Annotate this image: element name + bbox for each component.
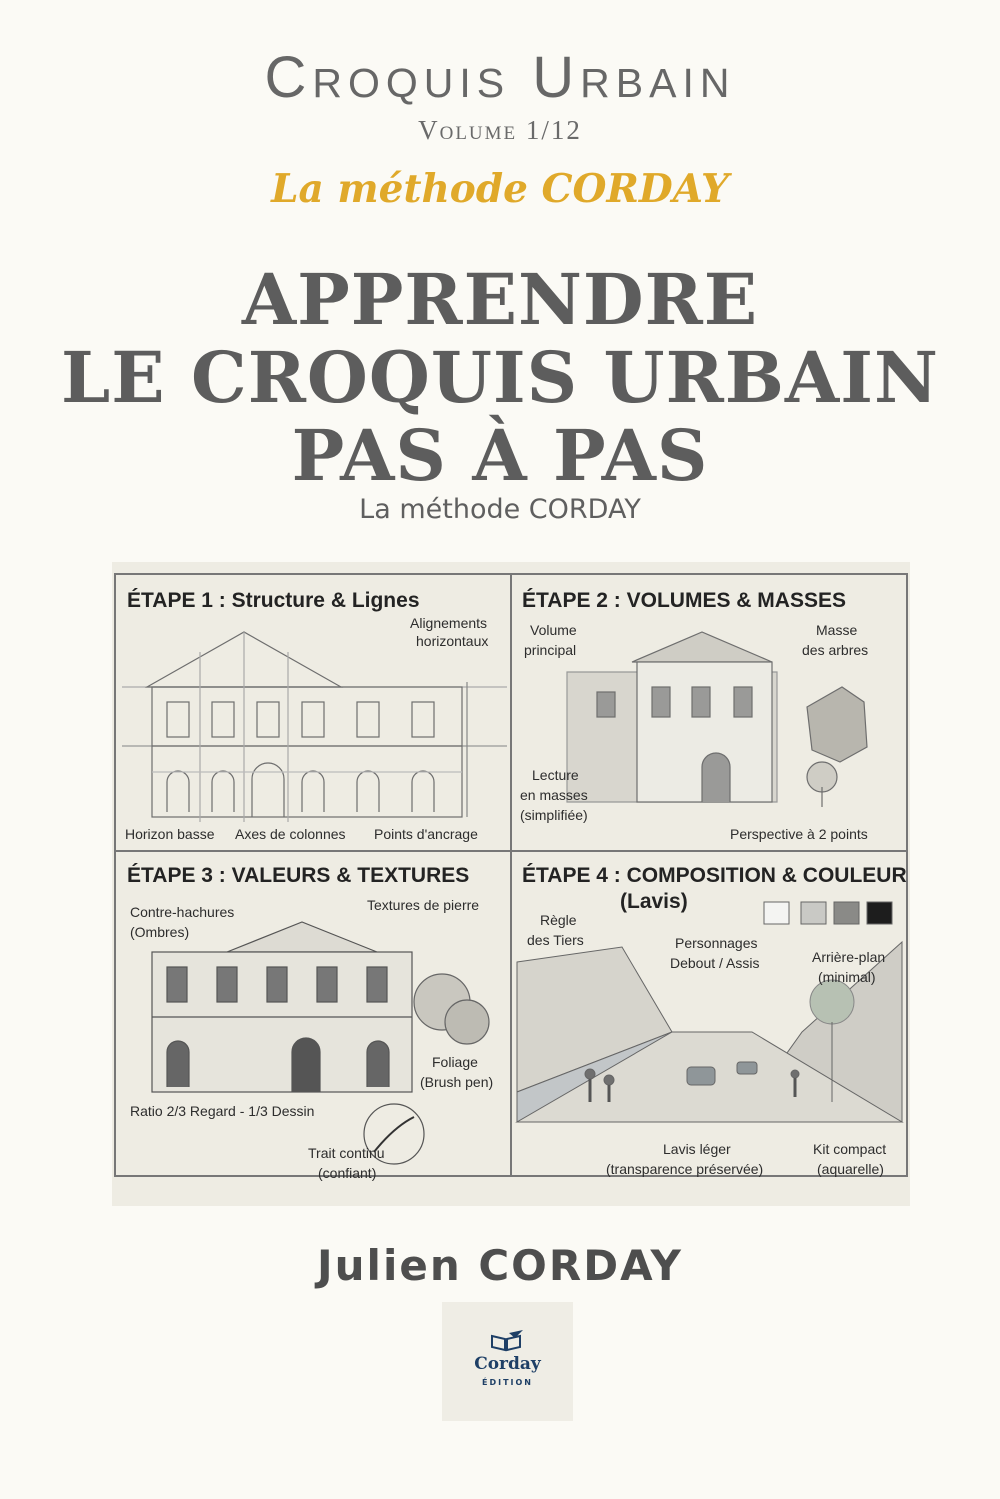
- publisher-name: Corday: [474, 1354, 541, 1374]
- step-2-label: Lecture: [532, 767, 579, 783]
- method-tagline: La méthode CORDAY: [271, 166, 729, 212]
- step-3-label: Textures de pierre: [367, 897, 480, 913]
- step-1-heading: ÉTAPE 1 : Structure & Lignes: [127, 589, 420, 612]
- cover-illustration: [112, 562, 910, 1206]
- step-2-label: en masses: [520, 787, 588, 803]
- step-4-heading: ÉTAPE 4 : COMPOSITION & COULEUR: [522, 864, 907, 887]
- swatch: [801, 902, 826, 924]
- step-4-subheading: (Lavis): [620, 890, 688, 913]
- step-1-label: Horizon basse: [125, 826, 215, 842]
- author-name: Julien CORDAY: [317, 1241, 683, 1290]
- step-1-label: horizontaux: [416, 633, 489, 649]
- book-quill-icon: [489, 1330, 525, 1352]
- step-2-label: Perspective à 2 points: [730, 826, 868, 842]
- publisher-sub: ÉDITION: [481, 1378, 533, 1387]
- swatch: [867, 902, 892, 924]
- step-3-label: (Ombres): [130, 924, 190, 940]
- step-3-label: Contre-hachures: [130, 904, 235, 920]
- step-1-panel: [122, 589, 507, 842]
- step-2-label: des arbres: [802, 642, 869, 658]
- book-title-line-3: PAS À PAS: [291, 414, 709, 497]
- step-4-label: Personnages: [675, 935, 758, 951]
- step-4-label: Kit compact: [813, 1141, 887, 1157]
- color-swatches: [764, 902, 892, 924]
- step-2-heading: ÉTAPE 2 : VOLUMES & MASSES: [522, 589, 846, 612]
- step-4-label: Règle: [540, 912, 577, 928]
- step-1-label: Alignements: [410, 615, 488, 631]
- step-4-label: (aquarelle): [817, 1161, 884, 1177]
- step-4-label: des Tiers: [527, 932, 584, 948]
- step-3-label: (Brush pen): [420, 1074, 494, 1090]
- book-title-line-2: LE CROQUIS URBAIN: [61, 336, 939, 419]
- swatch: [764, 902, 789, 924]
- book-subtitle: La méthode CORDAY: [359, 494, 641, 525]
- book-title-line-1: APPRENDRE: [241, 258, 759, 341]
- step-3-label: Trait continu: [308, 1145, 385, 1161]
- step-4-label: (minimal): [818, 969, 876, 985]
- step-3-label: Ratio 2/3 Regard - 1/3 Dessin: [130, 1103, 315, 1119]
- step-3-label: (confiant): [318, 1165, 377, 1181]
- step-4-label: (transparence préservée): [606, 1161, 764, 1177]
- step-4-panel: [517, 864, 907, 1177]
- step-2-panel: [520, 589, 868, 842]
- step-3-panel: [127, 864, 493, 1181]
- step-2-label: Volume: [530, 622, 577, 638]
- step-1-label: Points d'ancrage: [374, 826, 478, 842]
- step-3-heading: ÉTAPE 3 : VALEURS & TEXTURES: [127, 864, 470, 887]
- step-2-label: Masse: [816, 622, 858, 638]
- step-3-label: Foliage: [432, 1054, 478, 1070]
- step-4-label: Arrière-plan: [812, 949, 886, 965]
- step-2-label: (simplifiée): [520, 807, 588, 823]
- step-1-label: Axes de colonnes: [235, 826, 346, 842]
- swatch: [834, 902, 859, 924]
- step-4-label: Lavis léger: [663, 1141, 731, 1157]
- publisher-logo: [442, 1302, 573, 1421]
- series-title: Croquis Urbain: [264, 45, 736, 110]
- step-4-label: Debout / Assis: [670, 955, 760, 971]
- volume-number: Volume 1/12: [418, 115, 582, 145]
- step-2-label: principal: [524, 642, 577, 658]
